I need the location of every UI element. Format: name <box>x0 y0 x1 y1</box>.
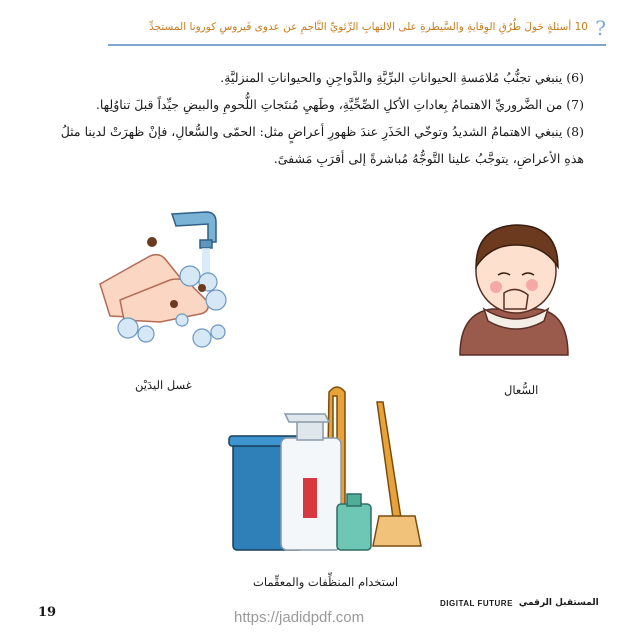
brand-logo <box>440 598 599 608</box>
cough-caption: السُّعال <box>504 383 539 397</box>
cough-illustration <box>440 205 590 365</box>
header-divider <box>108 44 606 46</box>
hands-icon <box>100 255 208 322</box>
body-text <box>60 64 584 172</box>
brand-name-en: DIGITAL FUTURE <box>440 598 513 608</box>
hand-over-mouth-icon <box>504 289 528 309</box>
page-header <box>40 14 606 46</box>
scarf-icon <box>460 309 568 355</box>
paragraph-8: (8) ينبغي الاهتمامُ الشديدُ وتوخّي الحَذَرِ عندَ ظهورِ أعراضٍ مثل: الحمّى والسُّعالِ، فإنْ ظهرَتْ لدينا مثلُ هذهِ الأعراضِ، يتوجَّبُ علينا التَّوجُّهُ مُباشرةً إلى أقرَبِ مَشفىً. <box>60 124 584 166</box>
page-number: 19 <box>38 605 57 620</box>
brand-name-ar: المستقبل الرقمي <box>518 598 599 608</box>
paragraph-7: (7) من الضَّروريِّ الاهتمامُ بِعاداتِ الأكلِ الصِّحِّيَّةِ، وطَهيِ مُنتَجاتِ اللُّحومِ والبيضِ جيِّداً قبلَ تناوُلِها. <box>95 97 584 112</box>
handwash-illustration <box>90 200 240 360</box>
cleaning-caption: استخدام المنظِّفات والمعقِّمات <box>253 575 399 589</box>
paragraph-6: (6) ينبغي تجنُّبُ مُلامَسةِ الحيواناتِ البرِّيَّةِ والدَّواجِنِ والحيواناتِ المنزليَّةِ. <box>220 70 584 85</box>
header-title: 10 أسئلةٍ حَولَ طُرُقِ الوِقايةِ والسَّيطرةِ على الالتهابِ الرِّئويِّ النَّاجمِ عن عدوى فَيروسِ كورونا المستجدِّ <box>149 21 588 33</box>
handwash-caption: غسل اليدَيْن <box>135 378 192 392</box>
cleaning-supplies-illustration <box>225 378 430 558</box>
question-mark-icon: ? <box>595 16 606 40</box>
watermark-url[interactable]: https://jadidpdf.com <box>234 609 365 626</box>
